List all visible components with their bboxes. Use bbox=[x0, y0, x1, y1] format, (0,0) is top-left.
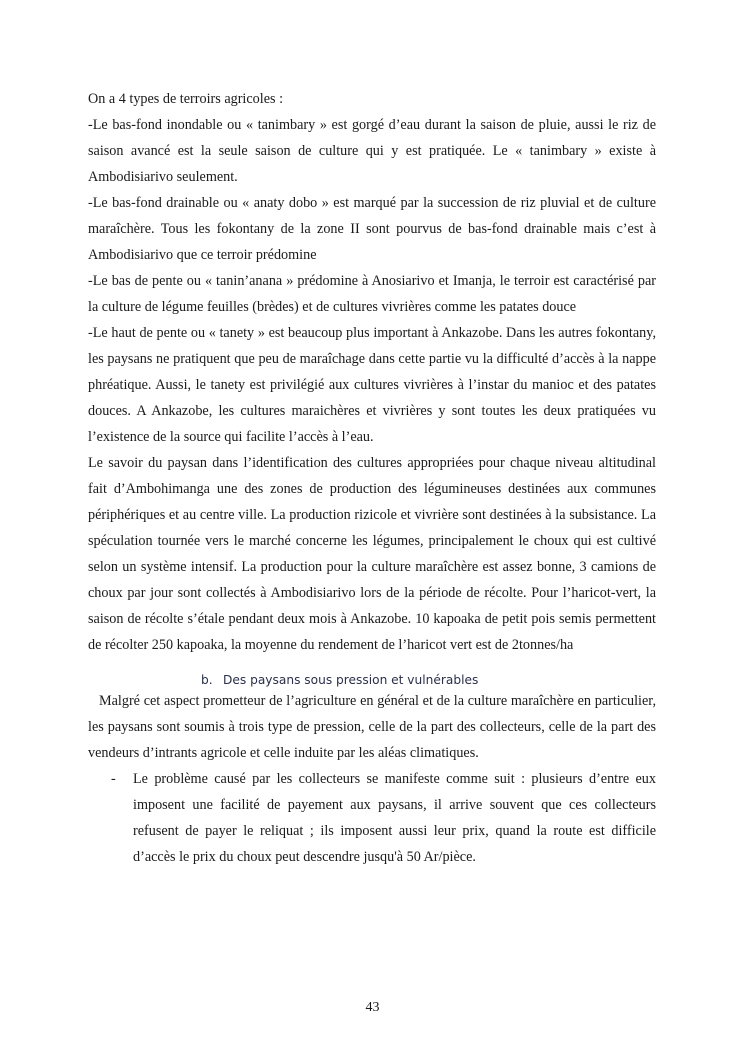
paragraph-anaty-dobo: -Le bas-fond drainable ou « anaty dobo » est marqué par la succession de riz pluvial et de culture maraîchère. Tous les fokontany de la zone II sont pourvus de bas-fond drainable mais c’est à Ambodisiarivo que ce terroir prédomine bbox=[88, 195, 656, 263]
section-heading bbox=[88, 672, 656, 688]
section-heading-number: b. bbox=[201, 673, 213, 687]
paragraph-pression: Malgré cet aspect prometteur de l’agriculture en général et de la culture maraîchère en particulier, les paysans sont soumis à trois type de pression, celle de la part des collecteurs, celle de la part des vendeurs d’intrants agricole et celle induite par les aléas climatiques. bbox=[88, 693, 656, 761]
list-item-text: Le problème causé par les collecteurs se manifeste comme suit : plusieurs d’entre eux imposent une facilité de payement aux paysans, il arrive souvent que ces collecteurs refusent de payer le reliquat ; ils imposent aussi leur prix, quand la route est difficile d’accès le prix du choux peut descendre jusqu'à 50 Ar/pièce. bbox=[133, 771, 656, 865]
list-item bbox=[88, 766, 656, 870]
page-number: 43 bbox=[365, 1000, 380, 1015]
document-body bbox=[88, 86, 656, 870]
paragraph-tanin-anana: -Le bas de pente ou « tanin’anana » prédomine à Anosiarivo et Imanja, le terroir est caractérisé par la culture de légume feuilles (brèdes) et de cultures vivrières comme les patates douce bbox=[88, 273, 656, 315]
paragraph-intro: On a 4 types de terroirs agricoles : bbox=[88, 91, 284, 107]
paragraph-tanety: -Le haut de pente ou « tanety » est beaucoup plus important à Ankazobe. Dans les autres fokontany, les paysans ne pratiquent que peu de maraîchage dans cette partie vu la difficulté d’accès à la nappe phréatique. Aussi, le tanety est privilégié aux cultures vivrières à l’instar du manioc et des patates douces. A Ankazobe, les cultures maraichères et vivrières y sont toutes les deux pratiquées vu l’existence de la source qui facilite l’accès à l’eau. bbox=[88, 325, 656, 445]
dash-bullet: - bbox=[111, 771, 116, 787]
paragraph-savoir-paysan: Le savoir du paysan dans l’identification des cultures appropriées pour chaque niveau altitudinal fait d’Ambohimanga une des zones de production des légumineuses destinées aux communes périphériques et au centre ville. La production rizicole et vivrière sont destinées à la subsistance. La spéculation tournée vers le marché concerne les légumes, principalement le choux qui est cultivé selon un système intensif. La production pour la culture maraîchère est assez bonne, 3 camions de choux par jour sont collectés à Ambodisiarivo lors de la période de récolte. Pour l’haricot-vert, la saison de récolte s’étale pendant deux mois à Ankazobe. 10 kapoaka de petit pois semis permettent de récolter 250 kapoaka, la moyenne du rendement de l’haricot vert est de 2tonnes/ha bbox=[88, 455, 656, 653]
bullet-list bbox=[88, 766, 656, 870]
section-heading-title: Des paysans sous pression et vulnérables bbox=[223, 673, 479, 687]
paragraph-tanimbary: -Le bas-fond inondable ou « tanimbary » est gorgé d’eau durant la saison de pluie, aussi le riz de saison avancé est la seule saison de culture qui y est pratiquée. Le « tanimbary » existe à Ambodisiarivo seulement. bbox=[88, 117, 656, 185]
